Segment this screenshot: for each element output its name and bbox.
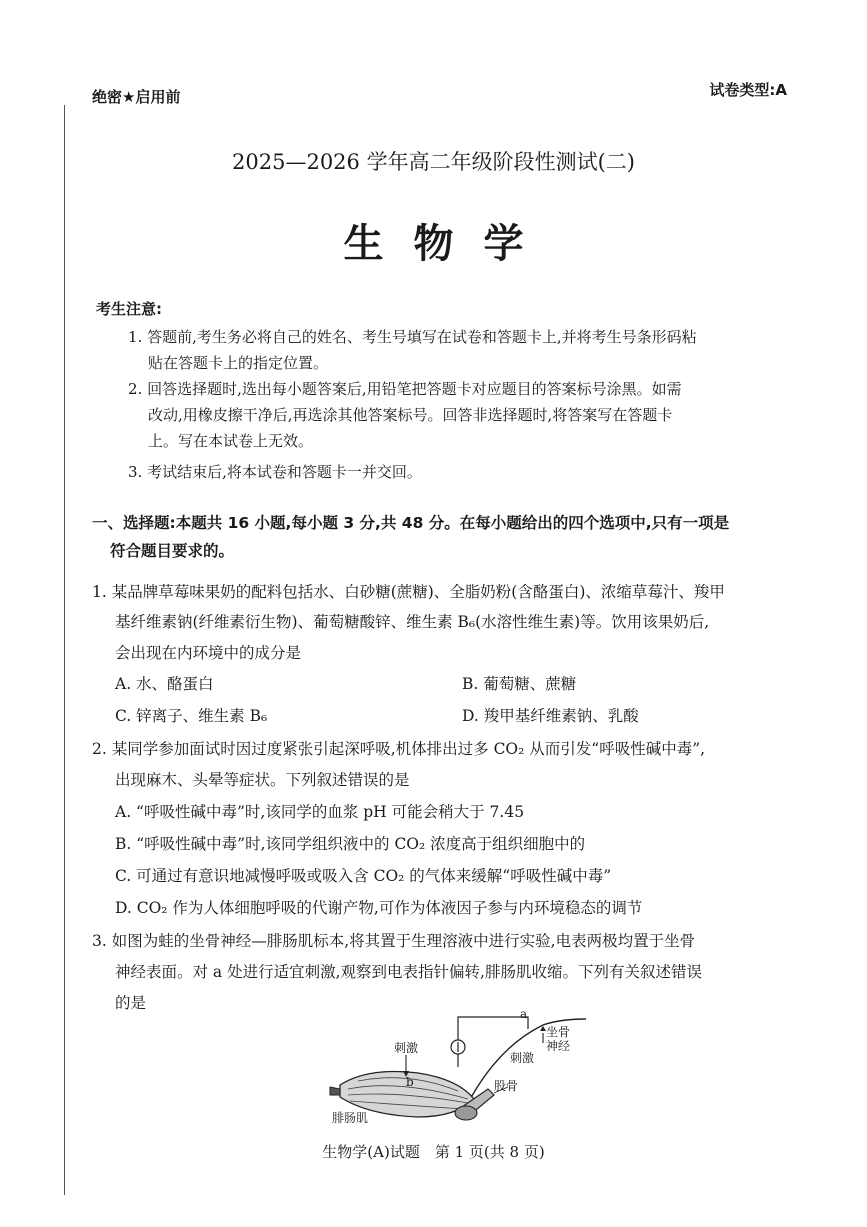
point-a-label: a: [520, 1007, 528, 1021]
section-heading: 一、选择题:本题共 16 小题,每小题 3 分,共 48 分。在每小题给出的四个选项中,只有一项是 符合题目要求的。: [92, 514, 730, 560]
notice-item: 2. 回答选择题时,选出每小题答案后,用铅笔把答题卡对应题目的答案标号涂黑。如需 改动,用橡皮擦干净后,再选涂其他答案标号。回答非选择题时,将答案写在答题卡 上。写在本试卷上无效。: [128, 380, 682, 450]
q3-stem-line: 神经表面。对 a 处进行适宜刺激,观察到电表指针偏转,腓肠肌收缩。下列有关叙述错误: [115, 963, 702, 981]
muscle-label: 腓肠肌: [332, 1111, 369, 1125]
notice-heading: 考生注意:: [96, 300, 162, 318]
q1-stem-line: 1. 某品牌草莓味果奶的配料包括水、白砂糖(蔗糖)、全脂奶粉(含酪蛋白)、浓缩草莓汁、羧甲: [92, 583, 725, 601]
page-footer: 生物学(A)试题 第 1 页(共 8 页): [322, 1143, 545, 1161]
confidential-label: 绝密★启用前: [92, 88, 181, 106]
q2-option-c: C. 可通过有意识地减慢呼吸或吸入含 CO₂ 的气体来缓解“呼吸性碱中毒”: [115, 867, 612, 885]
notice-item: 1. 答题前,考生务必将自己的姓名、考生号填写在试卷和答题卡上,并将考生号条形码粘 贴在答题卡上的指定位置。: [128, 328, 697, 372]
q2-option-b: B. “呼吸性碱中毒”时,该同学组织液中的 CO₂ 浓度高于组织细胞中的: [115, 835, 586, 853]
nerve-label-line1: 坐骨: [546, 1025, 571, 1039]
paper-type-label: 试卷类型:A: [709, 81, 787, 99]
femur-label: 股骨: [494, 1079, 519, 1093]
q1-option-b: B. 葡萄糖、蔗糖: [462, 675, 577, 693]
nerve-label-line2: 神经: [546, 1039, 571, 1053]
subject-title: 生物学: [343, 221, 554, 267]
q1-stem-line: 会出现在内环境中的成分是: [115, 644, 302, 662]
stimulus-label-a: 刺激: [510, 1051, 535, 1065]
q3-stem-line: 的是: [115, 994, 147, 1012]
point-b-label: b: [406, 1075, 414, 1089]
notice-item: 3. 考试结束后,将本试卷和答题卡一并交回。: [128, 463, 422, 481]
q2-option-a: A. “呼吸性碱中毒”时,该同学的血浆 pH 可能会稍大于 7.45: [115, 803, 525, 821]
q2-stem-line: 2. 某同学参加面试时因过度紧张引起深呼吸,机体排出过多 CO₂ 从而引发“呼吸性碱中毒”,: [92, 740, 706, 758]
nerve-muscle-figure: [328, 1007, 588, 1129]
exam-title: 2025—2026 学年高二年级阶段性测试(二): [232, 150, 635, 174]
stimulus-label-b: 刺激: [394, 1041, 419, 1055]
q2-stem-line: 出现麻木、头晕等症状。下列叙述错误的是: [115, 771, 410, 789]
q1-option-a: A. 水、酪蛋白: [115, 675, 214, 693]
q2-option-d: D. CO₂ 作为人体细胞呼吸的代谢产物,可作为体液因子参与内环境稳态的调节: [115, 899, 643, 917]
q1-option-c: C. 锌离子、维生素 B₆: [115, 707, 268, 725]
q1-option-d: D. 羧甲基纤维素钠、乳酸: [462, 707, 639, 725]
q1-stem-line: 基纤维素钠(纤维素衍生物)、葡萄糖酸锌、维生素 B₆(水溶性维生素)等。饮用该果奶后,: [115, 613, 710, 631]
q3-stem-line: 3. 如图为蛙的坐骨神经—腓肠肌标本,将其置于生理溶液中进行实验,电表两极均置于坐骨: [92, 932, 696, 950]
